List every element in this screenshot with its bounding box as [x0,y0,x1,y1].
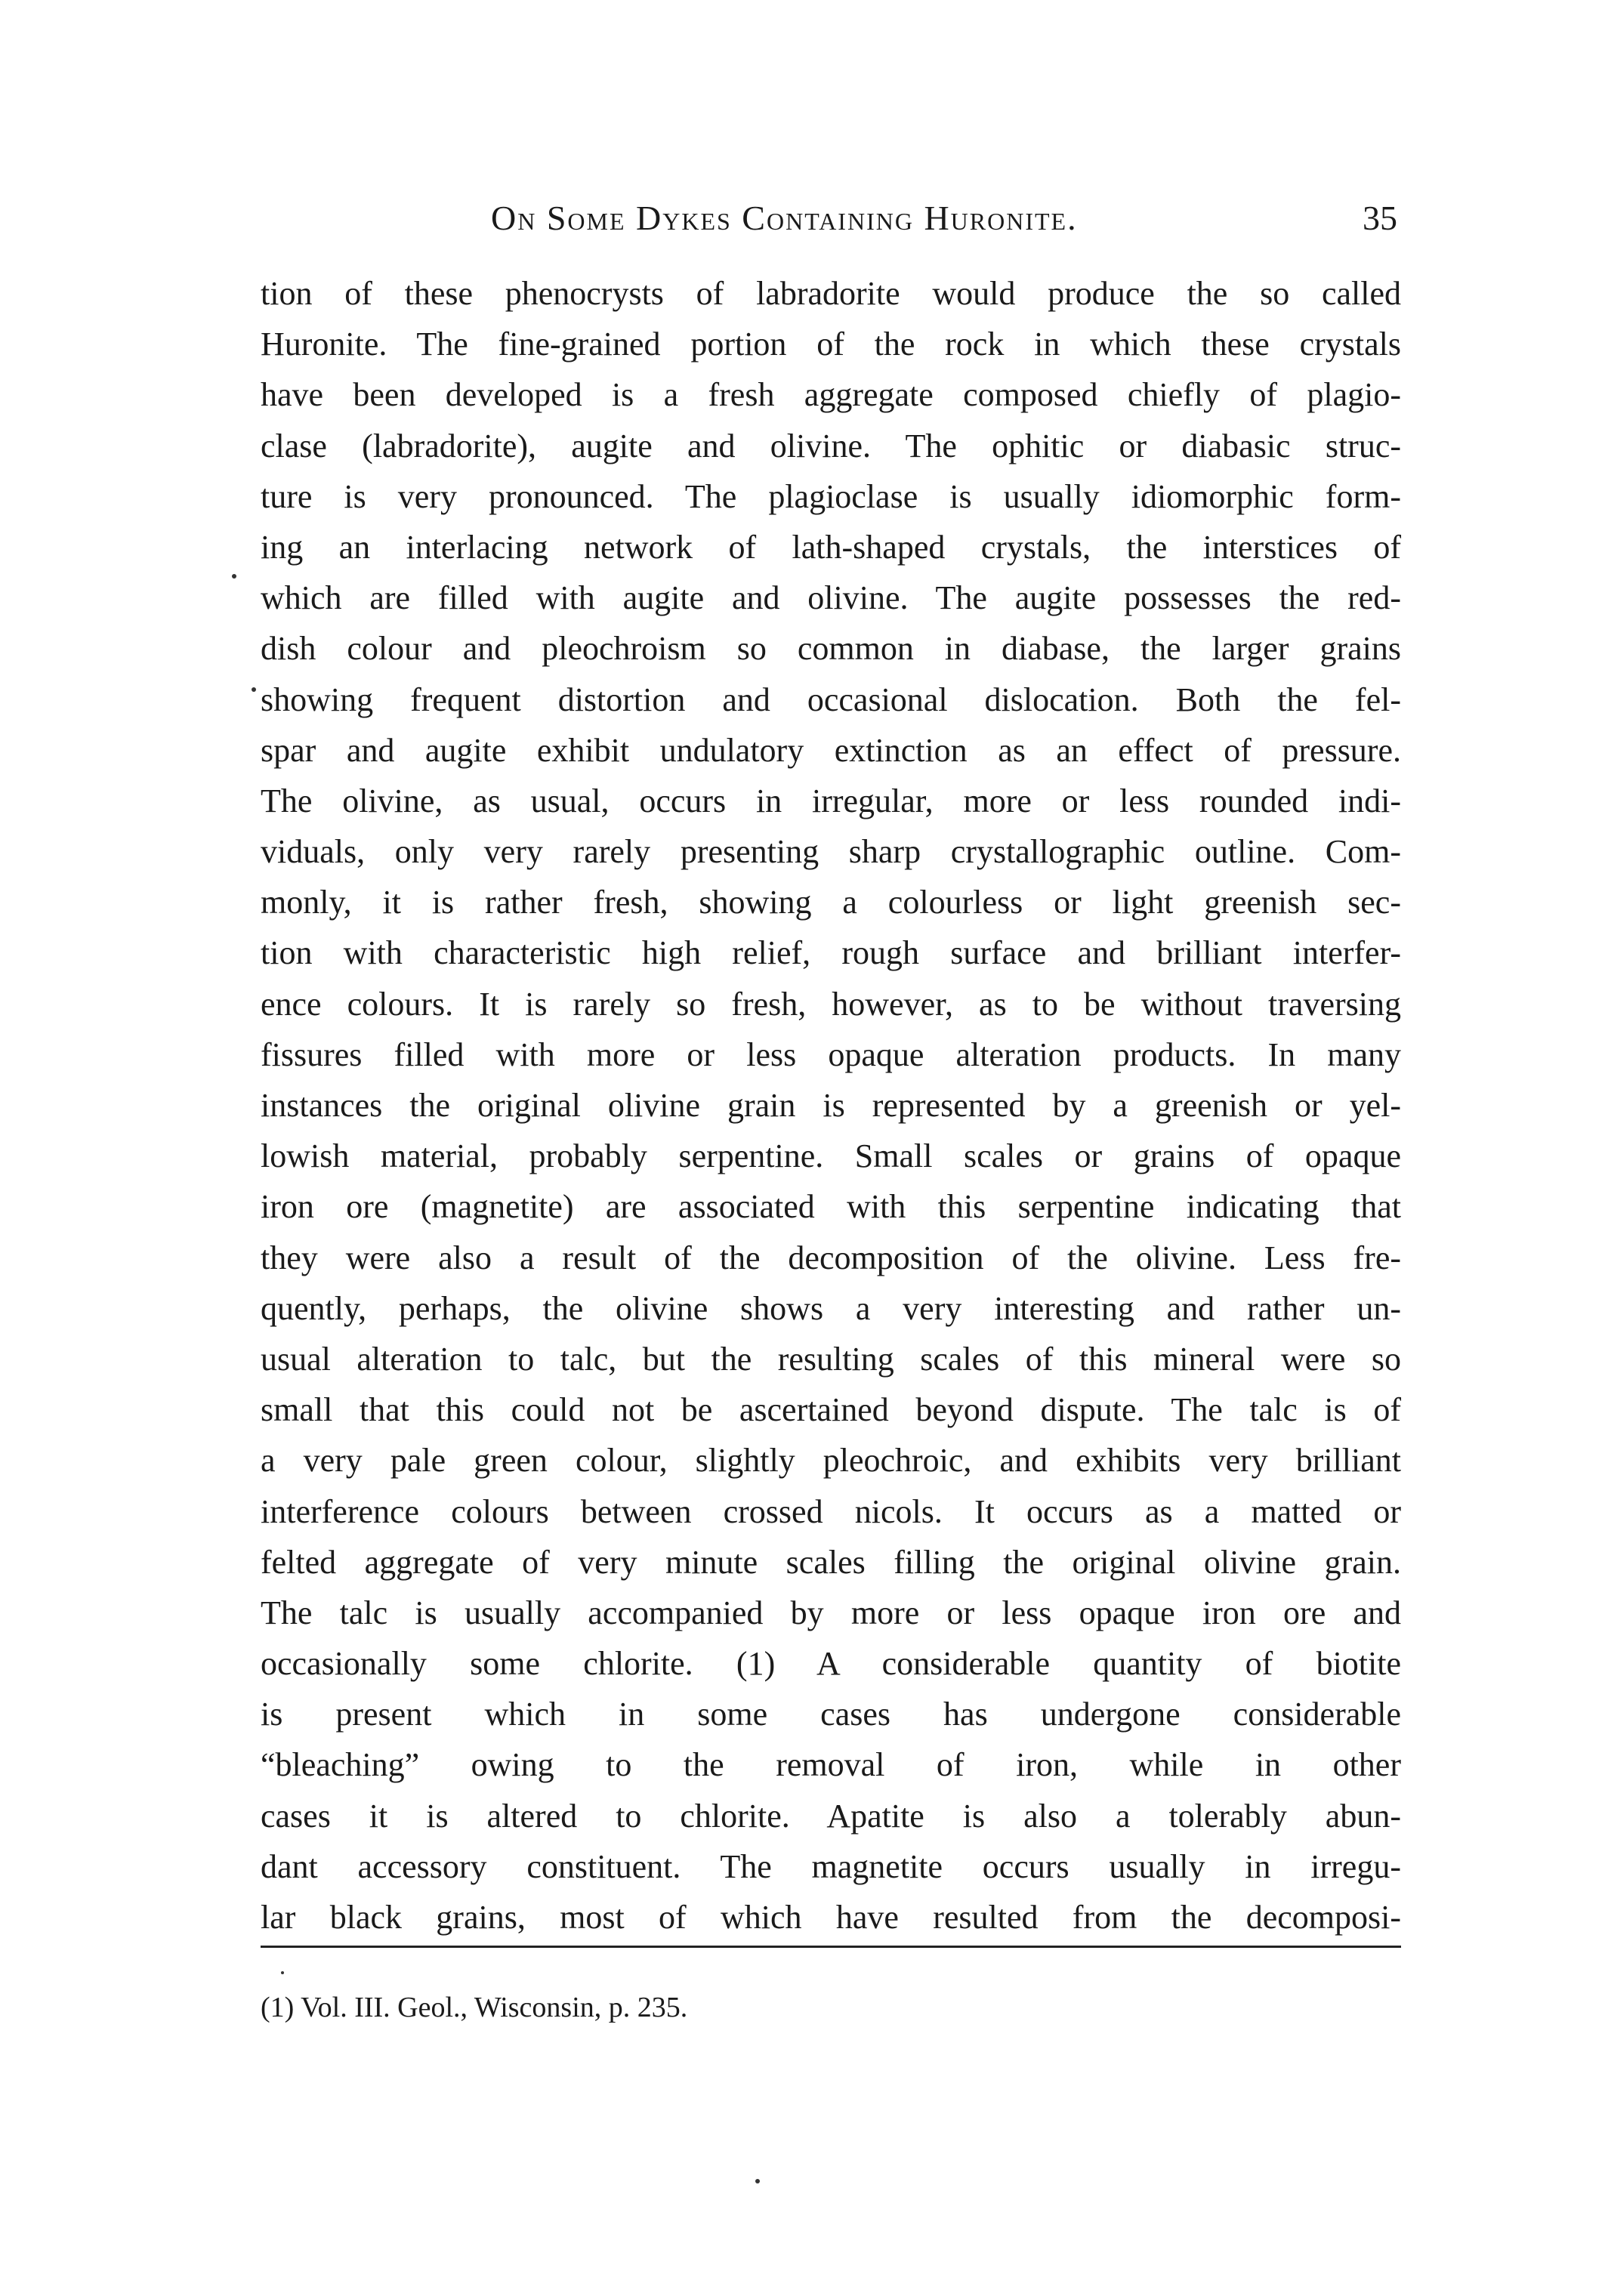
text-line: occasionally some chlorite. (1) A considerable quantity of biotite [261,1645,1401,1683]
text-line: they were also a result of the decomposition of the olivine. Less fre- [261,1239,1401,1276]
text-line: spar and augite exhibit undulatory extinction as an effect of pressure. [261,731,1401,769]
text-line: tion of these phenocrysts of labradorite would produce the so called [261,275,1401,312]
text-line: lar black grains, most of which have resulted from the decomposi- [261,1899,1401,1936]
text-line: is present which in some cases has undergone considerable [261,1696,1401,1733]
text-line: The olivine, as usual, occurs in irregular, more or less rounded indi- [261,782,1401,819]
text-line: ing an interlacing network of lath-shaped crystals, the interstices of [261,528,1401,566]
text-line: tion with characteristic high relief, rough surface and brilliant interfer- [261,934,1401,972]
page-number: 35 [1363,199,1397,237]
print-speck [252,687,256,692]
text-line: Huronite. The fine-grained portion of the rock in which these crystals [261,326,1401,363]
text-line: interference colours between crossed nicols. It occurs as a matted or [261,1492,1401,1530]
print-speck [281,1971,284,1974]
text-line: ence colours. It is rarely so fresh, however, as to be without traversing [261,985,1401,1023]
running-head [264,198,1397,243]
print-speck [232,574,236,579]
text-line: instances the original olivine grain is represented by a greenish or yel- [261,1087,1401,1124]
text-line: small that this could not be ascertained beyond dispute. The talc is of [261,1391,1401,1429]
text-line: quently, perhaps, the olivine shows a very interesting and rather un- [261,1289,1401,1327]
text-line: lowish material, probably serpentine. Small scales or grains of opaque [261,1137,1401,1175]
body-text [261,268,1401,1943]
text-line: ture is very pronounced. The plagioclase is usually idiomorphic form- [261,477,1401,515]
text-line: cases it is altered to chlorite. Apatite is also a tolerably abun- [261,1797,1401,1835]
running-title: On Some Dykes Containing Huronite. [491,199,1078,237]
print-speck [755,2179,760,2183]
text-line: usual alteration to talc, but the resulting scales of this mineral were so [261,1340,1401,1378]
text-line: iron ore (magnetite) are associated with this serpentine indicating that [261,1188,1401,1226]
text-line: showing frequent distortion and occasional dislocation. Both the fel- [261,680,1401,718]
text-line: felted aggregate of very minute scales filling the original olivine grain. [261,1543,1401,1581]
text-line: monly, it is rather fresh, showing a colourless or light greenish sec- [261,884,1401,921]
text-line: a very pale green colour, slightly pleochroic, and exhibits very brilliant [261,1442,1401,1480]
text-line: which are filled with augite and olivine. The augite possesses the red- [261,579,1401,617]
text-line: have been developed is a fresh aggregate composed chiefly of plagio- [261,376,1401,414]
text-line: clase (labradorite), augite and olivine. The ophitic or diabasic struc- [261,427,1401,464]
text-line: dant accessory constituent. The magnetite occurs usually in irregu- [261,1847,1401,1885]
footnote: (1) Vol. III. Geol., Wisconsin, p. 235. [261,1992,688,2023]
text-line: viduals, only very rarely presenting sharp crystallographic outline. Com- [261,833,1401,871]
text-line: “bleaching” owing to the removal of iron, while in other [261,1746,1401,1784]
text-line: dish colour and pleochroism so common in diabase, the larger grains [261,630,1401,668]
text-line: The talc is usually accompanied by more or less opaque iron ore and [261,1594,1401,1631]
text-line: fissures filled with more or less opaque alteration products. In many [261,1035,1401,1073]
footnote-rule [261,1946,1401,1948]
